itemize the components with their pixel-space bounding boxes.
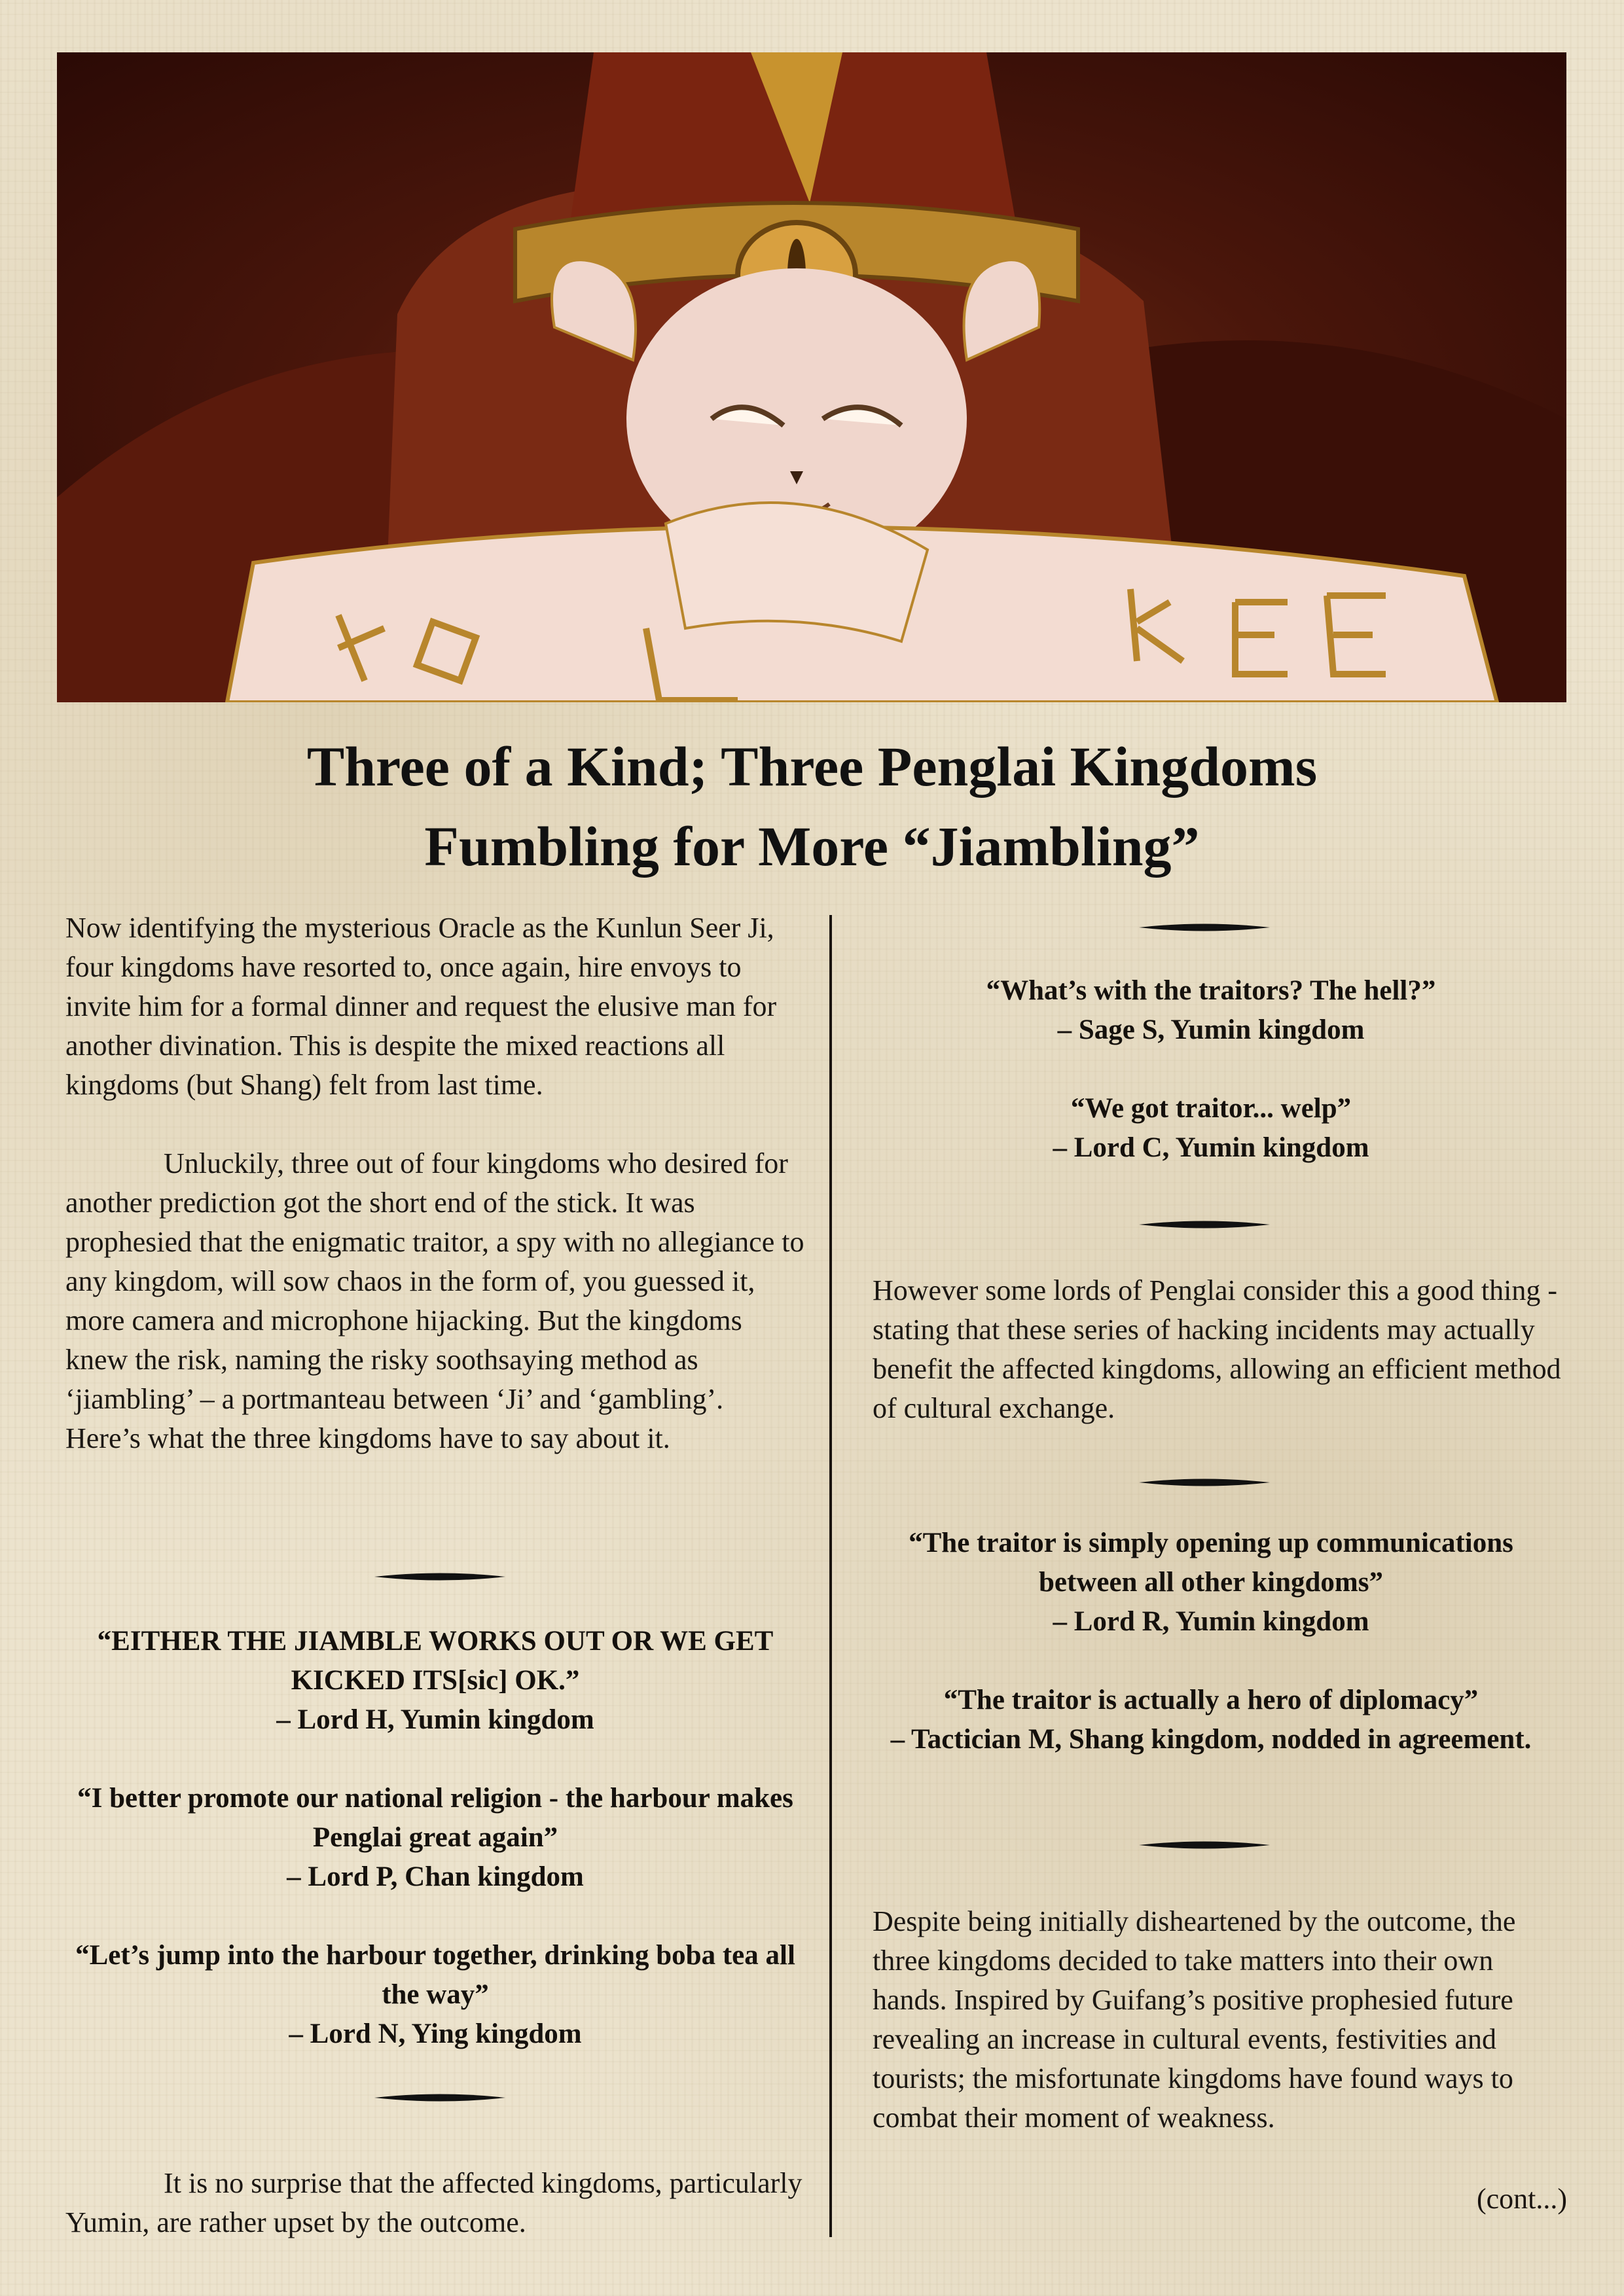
left-column-outro [65,2164,805,2242]
right-divider-3 [1139,1478,1270,1487]
quote-sage-s [857,971,1564,1050]
right-divider-2 [1139,1220,1270,1229]
quote-attribution: – Lord C, Yumin kingdom [1053,1132,1369,1163]
quote-text: “We got traitor... welp” [1070,1093,1352,1124]
left-column-intro [65,908,805,1458]
left-para-2: Unluckily, three out of four kingdoms who desired for another prediction got the short end of the stick. It was prophesied that the enigmatic traitor, a spy with no allegiance to any kingdom, will sow chaos in the form of, you guessed it, more camera and microphone hijacking. But the kingdoms knew the risk, naming the risky soothsaying method as ‘jiambling’ – a portmanteau between ‘Ji’ and ‘gambling’. Here’s what the three kingdoms have to say about it. [65,1147,804,1454]
quote-tactician-m [857,1681,1564,1759]
quote-text: “Let’s jump into the harbour together, drinking boba tea all the way” [75,1940,795,2010]
continued-label: (cont...) [1476,2183,1567,2215]
right-divider-4 [1139,1840,1270,1850]
quote-text: “What’s with the traitors? The hell?” [986,975,1436,1006]
left-para-1: Now identifying the mysterious Oracle as the Kunlun Seer Ji, four kingdoms have resorted to, once again, hire envoys to invite him for a formal dinner and request the elusive man for another divination. This is despite the mixed reactions all kingdoms (but Shang) felt from last time. [65,912,777,1101]
quote-lord-n [65,1936,805,2054]
quote-text: “The traitor is simply opening up communications between all other kingdoms” [909,1528,1513,1598]
quote-text: “The traitor is actually a hero of diplomacy” [943,1685,1479,1715]
quote-attribution: – Lord P, Chan kingdom [287,1861,584,1892]
quote-lord-r [857,1524,1564,1641]
right-para-1: However some lords of Penglai consider this a good thing - stating that these series of hacking incidents may actually benefit the affected kingdoms, allowing an efficient method of cultural exchange. [873,1274,1561,1424]
right-quotes-a [857,971,1564,1168]
right-column-body-2 [873,1902,1566,2138]
quote-attribution: – Lord H, Yumin kingdom [276,1704,594,1735]
column-divider [829,915,832,2237]
quote-attribution: – Lord N, Ying kingdom [289,2018,582,2049]
quote-attribution: – Sage S, Yumin kingdom [1057,1014,1365,1045]
right-quotes-b [857,1524,1564,1759]
headline-line-1: Three of a Kind; Three Penglai Kingdoms [306,735,1318,798]
quote-lord-c [857,1089,1564,1168]
quote-attribution: – Tactician M, Shang kingdom, nodded in agreement. [890,1724,1532,1755]
left-divider-1 [374,1572,505,1581]
right-para-2: Despite being initially disheartened by the outcome, the three kingdoms decided to take matters into their own hands. Inspired by Guifang’s positive prophesied future revealing an increase in cultural events, festivities and tourists; the misfortunate kingdoms have found ways to combat their moment of weakness. [873,1905,1516,2134]
left-quotes [65,1622,805,2054]
left-divider-2 [374,2093,505,2102]
hero-illustration [57,52,1566,702]
quote-text: “I better promote our national religion - the harbour makes Penglai great again” [77,1783,793,1853]
right-column-body-1 [873,1271,1566,1428]
quote-attribution: – Lord R, Yumin kingdom [1053,1606,1369,1637]
headline-line-2: Fumbling for More “Jiambling” [424,815,1200,878]
seer-portrait [57,52,1566,702]
quote-text: “EITHER THE JIAMBLE WORKS OUT OR WE GET KICKED ITS[sic] OK.” [97,1626,774,1696]
quote-lord-p [65,1779,805,1897]
right-divider-1 [1139,923,1270,932]
quote-lord-h [65,1622,805,1740]
left-para-3: It is no surprise that the affected kingdoms, particularly Yumin, are rather upset by the outcome. [65,2167,803,2238]
